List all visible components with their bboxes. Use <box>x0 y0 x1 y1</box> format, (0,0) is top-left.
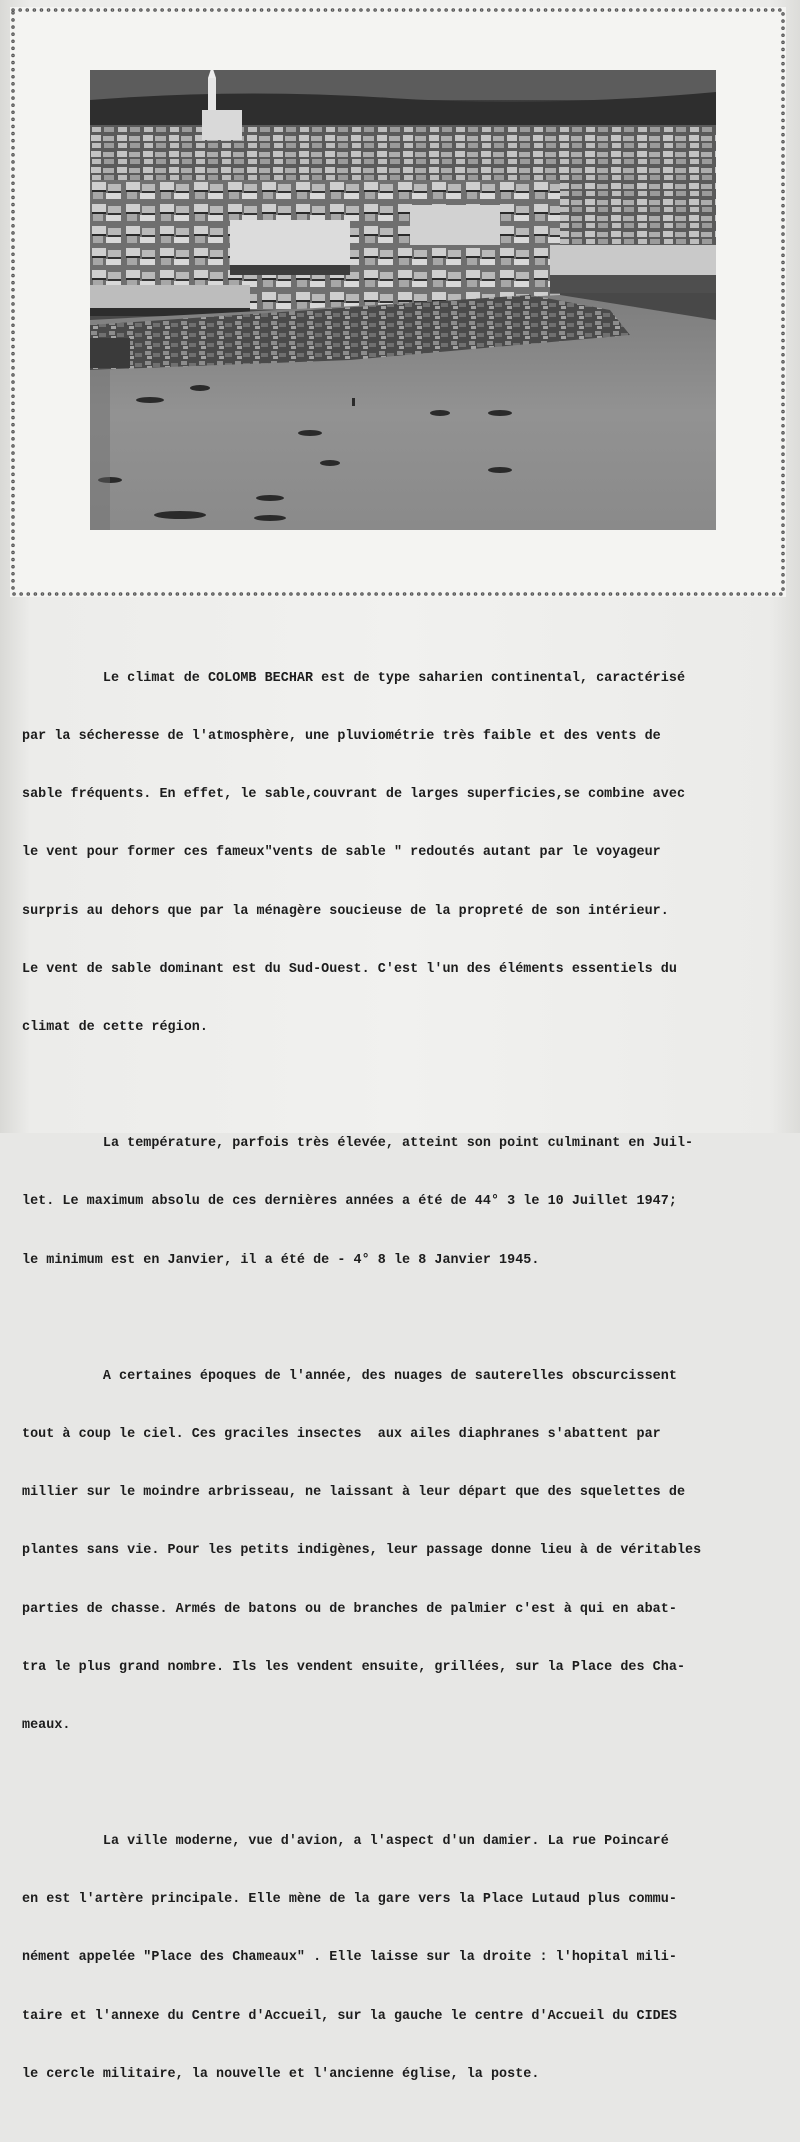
text-line: climat de cette région. <box>22 1020 208 1036</box>
text-line: A certaines époques de l'année, des nuages de sauterelles obscurcissent <box>22 1368 677 1384</box>
text-line: tout à coup le ciel. Ces graciles insectes aux ailes diaphranes s'abattent par <box>22 1426 661 1442</box>
text-line: parties de chasse. Armés de batons ou de branches de palmier c'est à qui en abat- <box>22 1601 677 1617</box>
paragraph-climate <box>22 630 798 1076</box>
text-line: let. Le maximum absolu de ces dernières années a été de 44° 3 le 10 Juillet 1947; <box>22 1194 677 1210</box>
text-line: sable fréquents. En effet, le sable,couvrant de larges superficies,se combine avec <box>22 787 686 803</box>
text-line: tra le plus grand nombre. Ils les vendent ensuite, grillées, sur la Place des Cha- <box>22 1659 686 1675</box>
text-line: Le climat de COLOMB BECHAR est de type saharien continental, caractérisé <box>22 670 686 686</box>
text-line: le cercle militaire, la nouvelle et l'ancienne église, la poste. <box>22 2066 540 2082</box>
paragraph-modern-town <box>22 1793 798 2123</box>
text-line: Le vent de sable dominant est du Sud-Ouest. C'est l'un des éléments essentiels du <box>22 961 677 977</box>
text-line: surpris au dehors que par la ménagère soucieuse de la propreté de son intérieur. <box>22 903 669 919</box>
text-line: millier sur le moindre arbrisseau, ne laissant à leur départ que des squelettes de <box>22 1485 686 1501</box>
text-line: La température, parfois très élevée, atteint son point culminant en Juil- <box>22 1136 694 1152</box>
paragraph-temperature <box>22 1095 798 1308</box>
document-body <box>22 630 798 2142</box>
text-line: en est l'artère principale. Elle mène de la gare vers la Place Lutaud plus commu- <box>22 1892 677 1908</box>
text-line: le minimum est en Janvier, il a été de - 4° 8 le 8 Janvier 1945. <box>22 1252 540 1268</box>
text-line: taire et l'annexe du Centre d'Accueil, sur la gauche le centre d'Accueil du CIDES <box>22 2008 677 2024</box>
aerial-town-illustration <box>90 70 716 530</box>
text-line: La ville moderne, vue d'avion, a l'aspect d'un damier. La rue Poincaré <box>22 1833 669 1849</box>
text-line: meaux. <box>22 1717 71 1733</box>
text-line: nément appelée "Place des Chameaux" . Elle laisse sur la droite : l'hopital mili- <box>22 1950 677 1966</box>
text-line: plantes sans vie. Pour les petits indigènes, leur passage donne lieu à de véritables <box>22 1543 702 1559</box>
text-line: par la sécheresse de l'atmosphère, une pluviométrie très faible et des vents de <box>22 729 661 745</box>
paragraph-locusts <box>22 1328 798 1774</box>
photo-card <box>10 7 786 597</box>
aerial-town-photo <box>90 70 716 530</box>
text-line: le vent pour former ces fameux"vents de sable " redoutés autant par le voyageur <box>22 845 661 861</box>
